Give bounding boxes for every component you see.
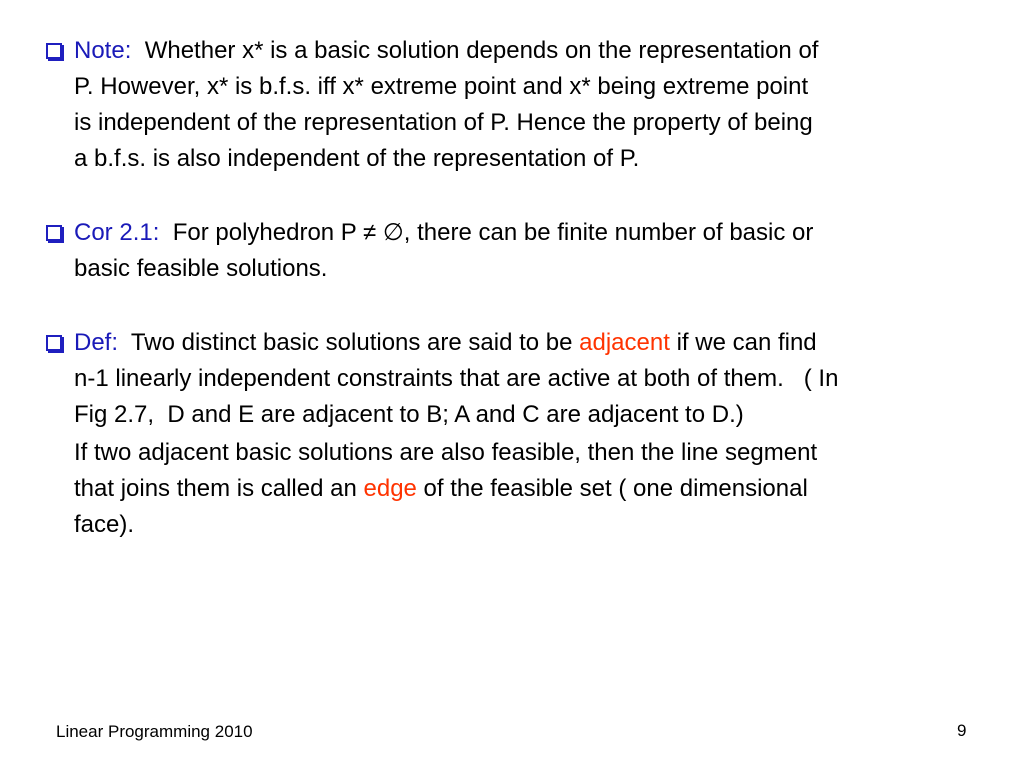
note-text-1: Whether x* is a basic solution depends on the representation of — [131, 37, 819, 64]
cor-line-1 — [74, 215, 994, 251]
note-line-1 — [74, 33, 994, 69]
note-line-2: P. However, x* is b.f.s. iff x* extreme point and x* being extreme point — [74, 73, 809, 100]
def-label: Def: — [74, 329, 119, 356]
checkbox-bullet-icon — [46, 335, 62, 351]
def-p2-line-3: face). — [74, 511, 135, 538]
bullet-definition — [44, 325, 994, 543]
def-line-3: Fig 2.7, D and E are adjacent to B; A and C are adjacent to D.) — [74, 401, 744, 428]
cor-line-2: basic feasible solutions. — [74, 255, 328, 282]
slide-body — [44, 33, 994, 543]
cor-text-1: For polyhedron P ≠ ∅, there can be finite number of basic or — [159, 219, 814, 246]
note-line-3: is independent of the representation of P. Hence the property of being — [74, 109, 813, 136]
footer-title: Linear Programming 2010 — [56, 722, 253, 741]
def-p2-text-pre: that joins them is called an — [74, 475, 364, 502]
checkbox-bullet-icon — [46, 225, 62, 241]
page-number: 9 — [957, 721, 967, 740]
def-paragraph-2 — [74, 435, 994, 543]
note-line-4: a b.f.s. is also independent of the representation of P. — [74, 145, 640, 172]
def-text-1-pre: Two distinct basic solutions are said to be — [118, 329, 580, 356]
checkbox-bullet-icon — [46, 43, 62, 59]
cor-label: Cor 2.1: — [74, 219, 160, 246]
def-line-1 — [74, 325, 994, 361]
def-text-1-post: if we can find — [669, 329, 817, 356]
term-edge: edge — [363, 475, 417, 502]
def-p2-line-2 — [74, 471, 994, 507]
note-label: Note: — [74, 37, 132, 64]
def-line-2: n-1 linearly independent constraints that are active at both of them. ( In — [74, 365, 839, 392]
def-p2-text-post: of the feasible set ( one dimensional — [416, 475, 808, 502]
def-p2-line-1: If two adjacent basic solutions are also feasible, then the line segment — [74, 439, 818, 466]
bullet-note — [44, 33, 994, 177]
bullet-corollary — [44, 215, 994, 287]
term-adjacent: adjacent — [579, 329, 670, 356]
